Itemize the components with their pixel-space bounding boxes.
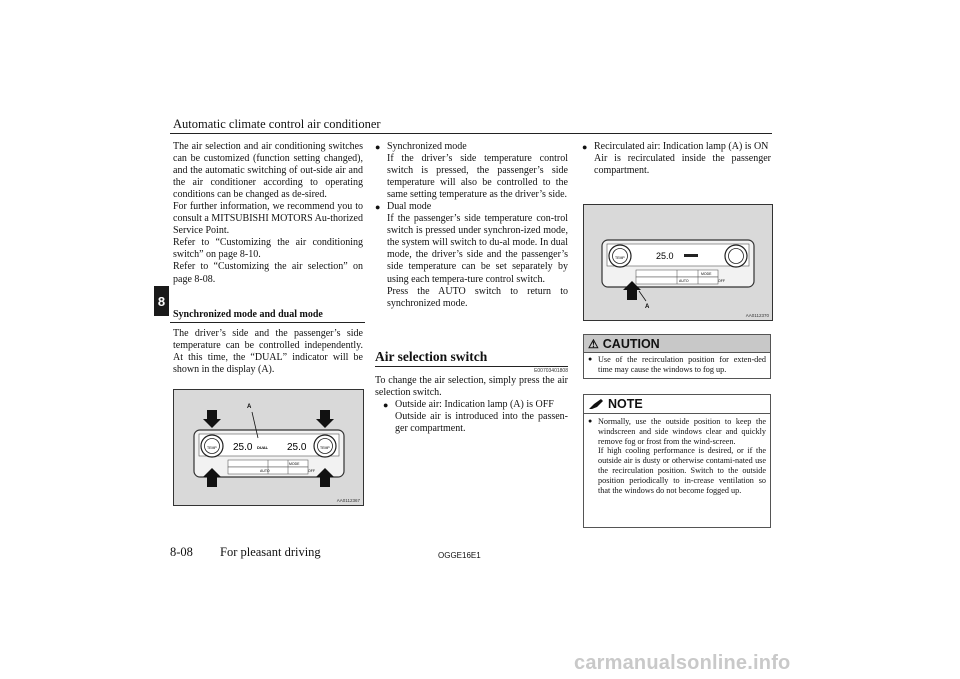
figure-dual-mode-panel — [173, 389, 364, 506]
bullet-text: Press the AUTO switch to return to synchronized mode. — [387, 285, 568, 309]
temp-label: TEMP — [615, 256, 625, 260]
bullet-sync-mode — [375, 141, 568, 201]
temp-label-right: TEMP — [320, 446, 330, 450]
mode-label: MODE — [701, 272, 712, 276]
label-a: A — [645, 304, 650, 310]
climate-panel-illustration — [584, 205, 772, 320]
dual-indicator: DUAL — [257, 445, 269, 450]
figure-recirculation-panel — [583, 204, 773, 321]
caution-item — [588, 355, 766, 375]
bullet-text: Outside air is introduced into the passen-ger compartment. — [395, 411, 568, 435]
bullet-text: If the passenger’s side temperature con-trol switch is pressed under synchron-ized mode, the system will switch to du-al mode. In dual mode, the driver’s side and the passenger’s side temperature can be set separately by using each tempera-ture control switch. — [387, 213, 568, 285]
bullet-title: Dual mode — [387, 201, 432, 213]
bullet-icon: ● — [375, 142, 381, 152]
page-header-title: Automatic climate control air conditioner — [173, 117, 381, 131]
note-text: Normally, use the outside position to keep the windscreen and side windows clear and quickly remove fog or frost from the wind-screen. — [598, 417, 766, 446]
bullet-recirculated-air — [582, 141, 771, 177]
column-1-lower — [173, 328, 363, 376]
figure-code: AA0112370 — [745, 313, 769, 318]
column-2-lower — [375, 375, 568, 435]
column-1 — [173, 141, 363, 286]
paragraph: Refer to “Customizing the air conditioning switch” on page 8-10. — [173, 237, 363, 261]
section-code: E00703401808 — [534, 368, 568, 374]
paragraph: Refer to “Customizing the air selection” on page 8-08. — [173, 261, 363, 285]
off-label: OFF — [308, 469, 315, 473]
display-temp-right: 25.0 — [287, 442, 307, 453]
paragraph: To change the air selection, simply press the air selection switch. — [375, 375, 568, 399]
note-item — [588, 417, 766, 495]
bullet-title: Synchronized mode — [387, 141, 467, 152]
auto-label: AUTO — [679, 279, 689, 283]
column-2 — [375, 141, 568, 310]
bullet-title: Outside air: Indication lamp (A) is OFF — [395, 399, 554, 411]
temp-label-left: TEMP — [207, 446, 217, 450]
paragraph: The driver’s side and the passenger’s side temperature can be controlled independently. At this time, the “DUAL” indicator will be shown in the display (A). — [173, 328, 363, 376]
figure-code: AA0112367 — [336, 498, 360, 503]
note-header — [583, 394, 771, 414]
chapter-tab: 8 — [154, 286, 169, 316]
caution-header — [583, 334, 771, 353]
bullet-icon: ● — [588, 355, 593, 363]
chapter-title: For pleasant driving — [220, 545, 321, 559]
auto-label: AUTO — [260, 469, 270, 473]
page-number: 8-08 — [170, 545, 193, 559]
header-rule — [170, 133, 772, 134]
climate-panel-illustration — [174, 390, 363, 505]
document-code: OGGE16E1 — [438, 551, 481, 560]
bullet-icon: ● — [383, 400, 389, 411]
section-heading-air-selection: Air selection switch — [375, 350, 568, 367]
bullet-text: If the driver’s side temperature control switch is pressed, the passenger’s side temperature will also be controlled to the same setting temperature as the driver’s side. — [387, 153, 568, 201]
mode-label: MODE — [289, 462, 300, 466]
paragraph: The air selection and air conditioning switches can be customized (function setting changed), and the automatic switching of out-side air and the air conditioner according to operating conditions can be changed as de-sired. — [173, 141, 363, 201]
bullet-icon: ● — [588, 417, 593, 425]
label-a: A — [247, 404, 252, 410]
note-title: NOTE — [608, 397, 643, 411]
display-temp: 25.0 — [656, 251, 674, 261]
bullet-dual-mode — [375, 201, 568, 309]
bullet-outside-air — [375, 399, 568, 435]
off-label: OFF — [718, 279, 725, 283]
bullet-title: Recirculated air: Indication lamp (A) is ON — [594, 141, 769, 152]
note-body — [583, 414, 771, 528]
note-pen-icon — [588, 398, 604, 410]
display-temp-left: 25.0 — [233, 442, 253, 453]
bullet-icon: ● — [375, 202, 381, 213]
warning-triangle-icon: ⚠ — [588, 336, 599, 351]
caution-text: Use of the recirculation position for exten-ded time may cause the windows to fog up. — [598, 355, 766, 374]
bullet-text: Air is recirculated inside the passenger compartment. — [594, 153, 771, 177]
caution-title: CAUTION — [602, 336, 660, 351]
note-text: If high cooling performance is desired, or if the outside air is dusty or otherwise contami-nated use the recirculation position. Switch to the outside position periodically to in-crease ventilation so that the windows do not become fogged up. — [598, 446, 766, 495]
subheading-sync-dual: Synchronized mode and dual mode — [170, 309, 365, 323]
paragraph: For further information, we recommend you to consult a MITSUBISHI MOTORS Au-thorized Service Point. — [173, 201, 363, 237]
bullet-icon: ● — [582, 142, 588, 152]
column-3 — [582, 141, 771, 177]
watermark: carmanualsonline.info — [574, 652, 791, 674]
caution-body — [583, 353, 771, 379]
